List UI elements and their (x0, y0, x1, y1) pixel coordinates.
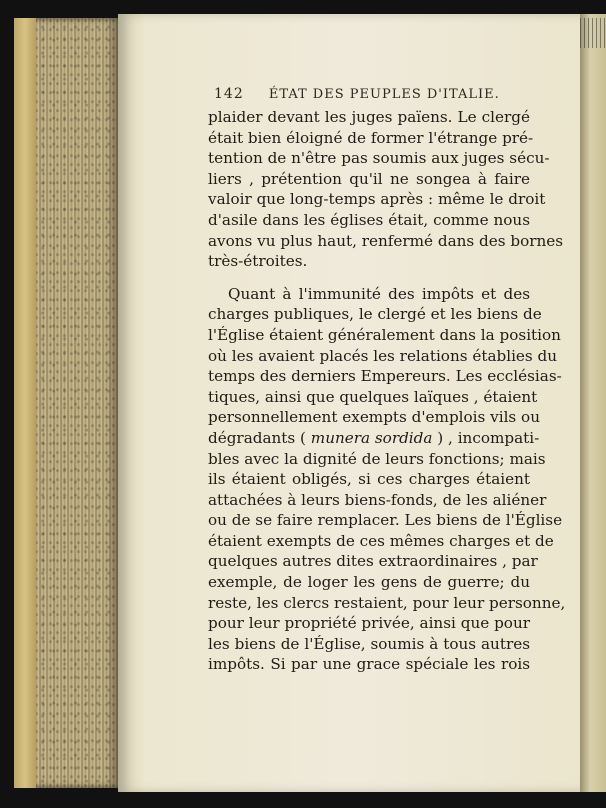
text-line: Quant à l'immunité des impôts et des (228, 284, 530, 303)
text-line: très-étroites. (208, 252, 308, 271)
body-text (208, 107, 566, 675)
running-header (214, 86, 530, 102)
text-line: d'asile dans les églises était, comme nous (208, 210, 530, 229)
text-line: tention de n'être pas soumis aux juges sécu- (208, 149, 550, 168)
text-line: exemple, de loger les gens de guerre; du (208, 573, 530, 592)
text-line: reste, les clercs restaient, pour leur personne, (208, 593, 566, 612)
running-title: ÉTAT DES PEUPLES D'ITALIE. (268, 87, 500, 102)
text-line: étaient exempts de ces mêmes charges et de (208, 531, 554, 550)
text-line: temps des derniers Empereurs. Les ecclésias- (208, 367, 562, 386)
text-line: charges publiques, le clergé et les biens de (208, 305, 542, 324)
facing-page-edge (580, 14, 606, 792)
text-line: était bien éloigné de former l'étrange pré- (208, 128, 534, 147)
text-line: l'Église étaient généralement dans la position (208, 325, 561, 344)
text-line: impôts. Si par une grace spéciale les rois (208, 655, 530, 674)
text-line: attachées à leurs biens-fonds, de les aliéner (208, 490, 547, 509)
text-line: où les avaient placés les relations établies du (208, 346, 558, 365)
gilded-edge (14, 18, 36, 788)
paragraph-2 (208, 284, 566, 675)
text-line: ils étaient obligés, si ces charges étaient (208, 470, 530, 489)
text-line: avons vu plus haut, renfermé dans des bornes (208, 231, 564, 250)
text-line: tiques, ainsi que quelques laïques , étaient (208, 387, 538, 406)
text-line: pour leur propriété privée, ainsi que pour (208, 614, 530, 633)
paragraph-1 (208, 107, 564, 272)
text-line: plaider devant les juges païens. Le clergé (208, 108, 530, 126)
text-line: personnellement exempts d'emplois vils ou (208, 408, 540, 427)
text-line: ou de se faire remplacer. Les biens de l'Église (208, 511, 563, 530)
text-line: valoir que long-temps après : même le droit (208, 190, 546, 209)
text-line: les biens de l'Église, soumis à tous autres (208, 634, 530, 653)
scan-ruler (580, 18, 606, 48)
text-line: bles avec la dignité de leurs fonctions; mais (208, 449, 546, 468)
text-line: dégradants ( munera sordida ) , incompati- (208, 428, 540, 447)
text-line: liers , prétention qu'il ne songea à faire (208, 169, 530, 188)
page-number: 142 (214, 86, 244, 102)
text-line: quelques autres dites extraordinaires , par (208, 552, 538, 571)
